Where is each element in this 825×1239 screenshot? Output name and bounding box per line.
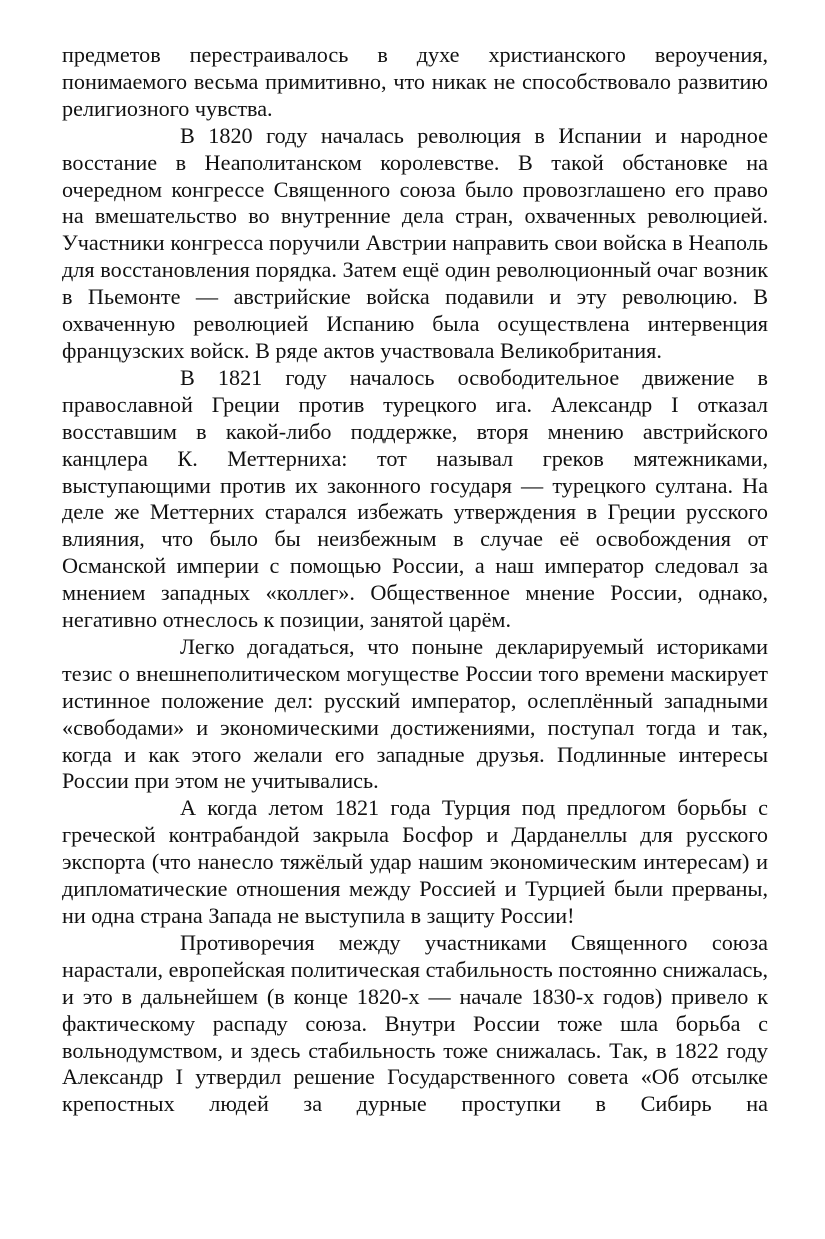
paragraph-6: Противоречия между участниками Священного союза нарастали, европейская политическая стабильность постоянно снижалась, и это в дальнейшем (в конце 1820-х — начале 1830-х годов) привело к фактическому распаду союза. Внутри России тоже шла борьба с вольнодумством, и здесь стабильность тоже снижалась. Так, в 1822 году Александр I утвердил решение Государственного совета «Об отсылке крепостных людей за дурные проступки в Сибирь на (62, 929, 768, 1117)
paragraph-5: А когда летом 1821 года Турция под предлогом борьбы с греческой контрабандой закрыла Босфор и Дарданеллы для русского экспорта (что нанесло тяжёлый удар нашим экономическим интересам) и дипломатические отношения между Россией и Турцией были прерваны, ни одна страна Запада не выступила в защиту России! (62, 795, 768, 928)
paragraph-4: Легко догадаться, что поныне декларируемый историками тезис о внешнеполитическом могуществе России того времени маскирует истинное положение дел: русский император, ослеплённый западными «свободами» и экономическими достижениями, поступал тогда и так, когда и как этого желали его западные друзья. Подлинные интересы России при этом не учитывались. (62, 633, 768, 794)
paragraph-2: В 1820 году началась революция в Испании и народное восстание в Неаполитанском королевстве. В такой обстановке на очередном конгрессе Священного союза было провозглашено его право на вмешательство во внутренние дела стран, охваченных революцией. Участники конгресса поручили Австрии направить свои войска в Неаполь для восстановления порядка. Затем ещё один революционный очаг возник в Пьемонте — австрийские войска подавили и эту революцию. В охваченную революцией Испанию была осуществлена интервенция французских войск. В ряде актов участвовала Великобритания. (62, 122, 768, 363)
paragraph-3: В 1821 году началось освободительное движение в православной Греции против турецкого ига. Александр I отказал восставшим в какой-либо поддержке, вторя мнению австрийского канцлера К. Меттерниха: тот называл греков мятежниками, выступающими против их законного государя — турецкого султана. На деле же Меттерних старался избежать утверждения в Греции русского влияния, что было бы неизбежным в случае её освобождения от Османской империи с помощью России, а наш император следовал за мнением западных «коллег». Общественное мнение России, однако, негативно отнеслось к позиции, занятой царём. (62, 364, 768, 633)
document-page (62, 42, 768, 1118)
paragraph-1: предметов перестраивалось в духе христианского вероучения, понимаемого весьма примитивно, что никак не способствовало развитию религиозного чувства. (62, 42, 768, 121)
